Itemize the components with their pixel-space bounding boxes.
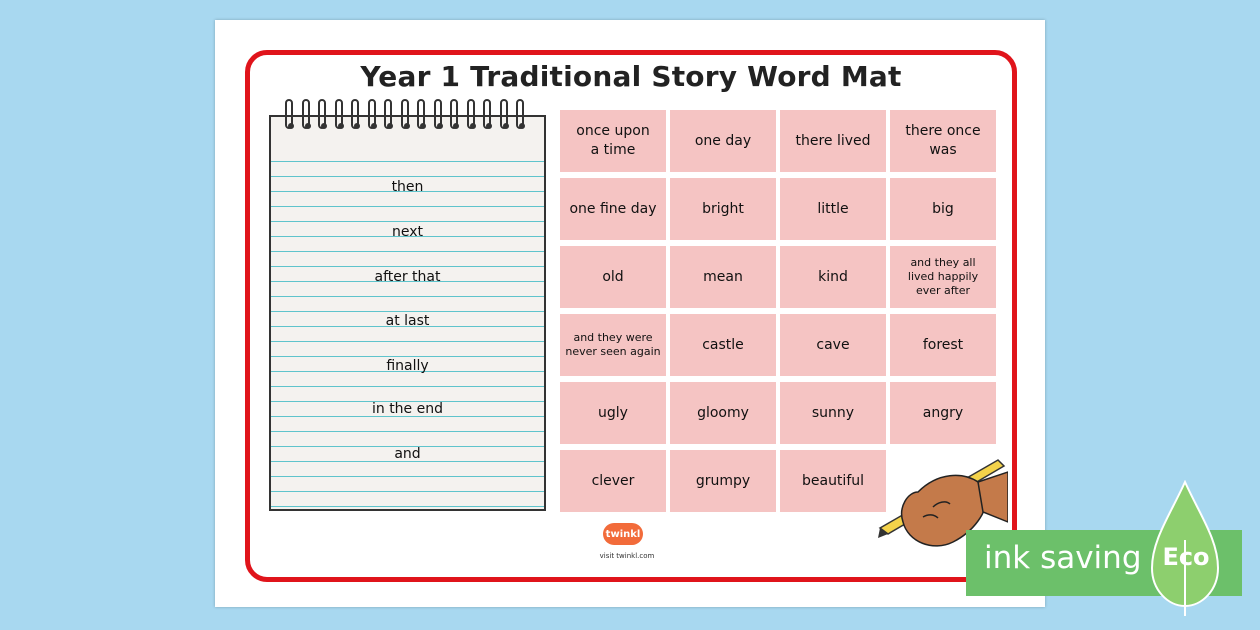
word-card: once upon a time bbox=[560, 110, 666, 172]
word-card: and they were never seen again bbox=[560, 314, 666, 376]
eco-label: Eco bbox=[1162, 543, 1210, 571]
transition-word: next bbox=[391, 224, 423, 240]
word-card: ugly bbox=[560, 382, 666, 444]
transition-word: after that bbox=[374, 269, 441, 285]
spiral-ring bbox=[434, 99, 442, 129]
spiral-ring bbox=[351, 99, 359, 129]
transition-word: in the end bbox=[371, 401, 443, 417]
spiral-ring bbox=[450, 99, 458, 129]
word-card: there lived bbox=[780, 110, 886, 172]
spiral-ring bbox=[516, 99, 524, 129]
word-card: mean bbox=[670, 246, 776, 308]
word-card: there once was bbox=[890, 110, 996, 172]
transition-word: finally bbox=[386, 358, 429, 374]
word-card: and they all lived happily ever after bbox=[890, 246, 996, 308]
word-card: cave bbox=[780, 314, 886, 376]
word-card: big bbox=[890, 178, 996, 240]
spiral-ring bbox=[500, 99, 508, 129]
twinkl-logo: twinkl bbox=[603, 523, 643, 545]
spiral-ring bbox=[302, 99, 310, 129]
logo-url-text: visit twinkl.com bbox=[599, 552, 655, 560]
word-card: forest bbox=[890, 314, 996, 376]
spiral-ring bbox=[318, 99, 326, 129]
page-title: Year 1 Traditional Story Word Mat bbox=[360, 60, 902, 93]
word-card: beautiful bbox=[780, 450, 886, 512]
word-card: kind bbox=[780, 246, 886, 308]
transition-word: at last bbox=[385, 313, 430, 329]
word-card: old bbox=[560, 246, 666, 308]
spiral-ring bbox=[401, 99, 409, 129]
transition-word: and bbox=[394, 446, 421, 462]
ink-saving-text: ink saving bbox=[984, 540, 1142, 576]
spiral-ring bbox=[368, 99, 376, 129]
spiral-ring bbox=[285, 99, 293, 129]
notebook-panel bbox=[269, 115, 546, 511]
word-card: one day bbox=[670, 110, 776, 172]
spiral-ring bbox=[335, 99, 343, 129]
transition-word: then bbox=[391, 179, 424, 195]
word-card: clever bbox=[560, 450, 666, 512]
word-card: grumpy bbox=[670, 450, 776, 512]
word-card: one fine day bbox=[560, 178, 666, 240]
word-card: castle bbox=[670, 314, 776, 376]
spiral-ring bbox=[417, 99, 425, 129]
word-card: bright bbox=[670, 178, 776, 240]
spiral-ring bbox=[384, 99, 392, 129]
spiral-ring bbox=[483, 99, 491, 129]
word-card: little bbox=[780, 178, 886, 240]
spiral-ring bbox=[467, 99, 475, 129]
word-card: gloomy bbox=[670, 382, 776, 444]
word-card: angry bbox=[890, 382, 996, 444]
word-card: sunny bbox=[780, 382, 886, 444]
